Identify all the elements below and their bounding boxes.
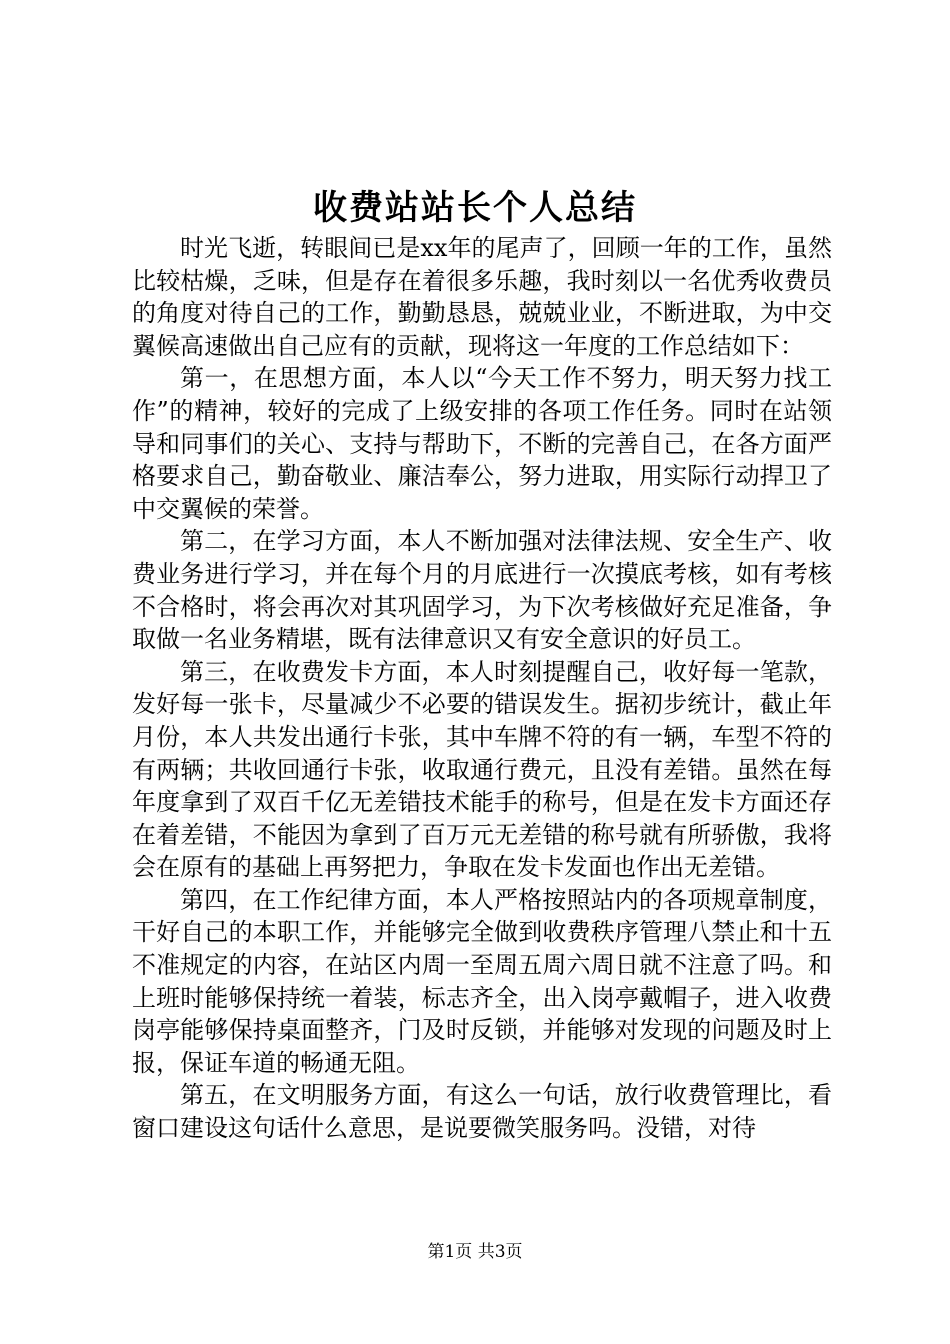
page-footer: 第1页 共3页 bbox=[427, 1242, 523, 1262]
paragraph-5: 第五，在文明服务方面，有这么一句话，放行收费管理比，看窗口建设这句话什么意思，是说要微笑服务吗。没错，对待 bbox=[132, 1081, 832, 1143]
paragraph-1: 第一，在思想方面，本人以“今天工作不努力，明天努力找工作”的精神，较好的完成了上级安排的各项工作任务。同时在站领导和同事们的关心、支持与帮助下，不断的完善自己，在各方面严格要求自己，勤奋敬业、廉洁奉公，努力进取，用实际行动捍卫了中交翼候的荣誉。 bbox=[132, 364, 832, 523]
paragraph-4: 第四，在工作纪律方面，本人严格按照站内的各项规章制度，干好自己的本职工作，并能够完全做到收费秩序管理八禁止和十五不准规定的内容，在站区内周一至周五周六周日就不注意了吗。和上班时能够保持统一着装，标志齐全，出入岗亭戴帽子，进入收费岗亭能够保持桌面整齐，门及时反锁，并能够对发现的问题及时上报，保证车道的畅通无阻。 bbox=[132, 885, 832, 1077]
document-title: 收费站站长个人总结 bbox=[313, 188, 637, 228]
paragraph-3: 第三，在收费发卡方面，本人时刻提醒自己，收好每一笔款，发好每一张卡，尽量减少不必要的错误发生。据初步统计，截止年月份，本人共发出通行卡张，其中车牌不符的有一辆，车型不符的有两辆；共收回通行卡张，收取通行费元，且没有差错。虽然在每年度拿到了双百千亿无差错技术能手的称号，但是在发卡方面还存在着差错，不能因为拿到了百万元无差错的称号就有所骄傲，我将会在原有的基础上再努把力，争取在发卡发面也作出无差错。 bbox=[132, 657, 832, 882]
document-body bbox=[132, 232, 832, 1145]
paragraph-2: 第二，在学习方面，本人不断加强对法律法规、安全生产、收费业务进行学习，并在每个月的月底进行一次摸底考核，如有考核不合格时，将会再次对其巩固学习，为下次考核做好充足准备，争取做一名业务精堪，既有法律意识又有安全意识的好员工。 bbox=[132, 527, 832, 654]
paragraph-intro: 时光飞逝，转眼间已是xx年的尾声了，回顾一年的工作，虽然比较枯燥，乏味，但是存在着很多乐趣，我时刻以一名优秀收费员的角度对待自己的工作，勤勤恳恳，兢兢业业，不断进取，为中交翼候高速做出自己应有的贡献，现将这一年度的工作总结如下： bbox=[132, 234, 832, 360]
